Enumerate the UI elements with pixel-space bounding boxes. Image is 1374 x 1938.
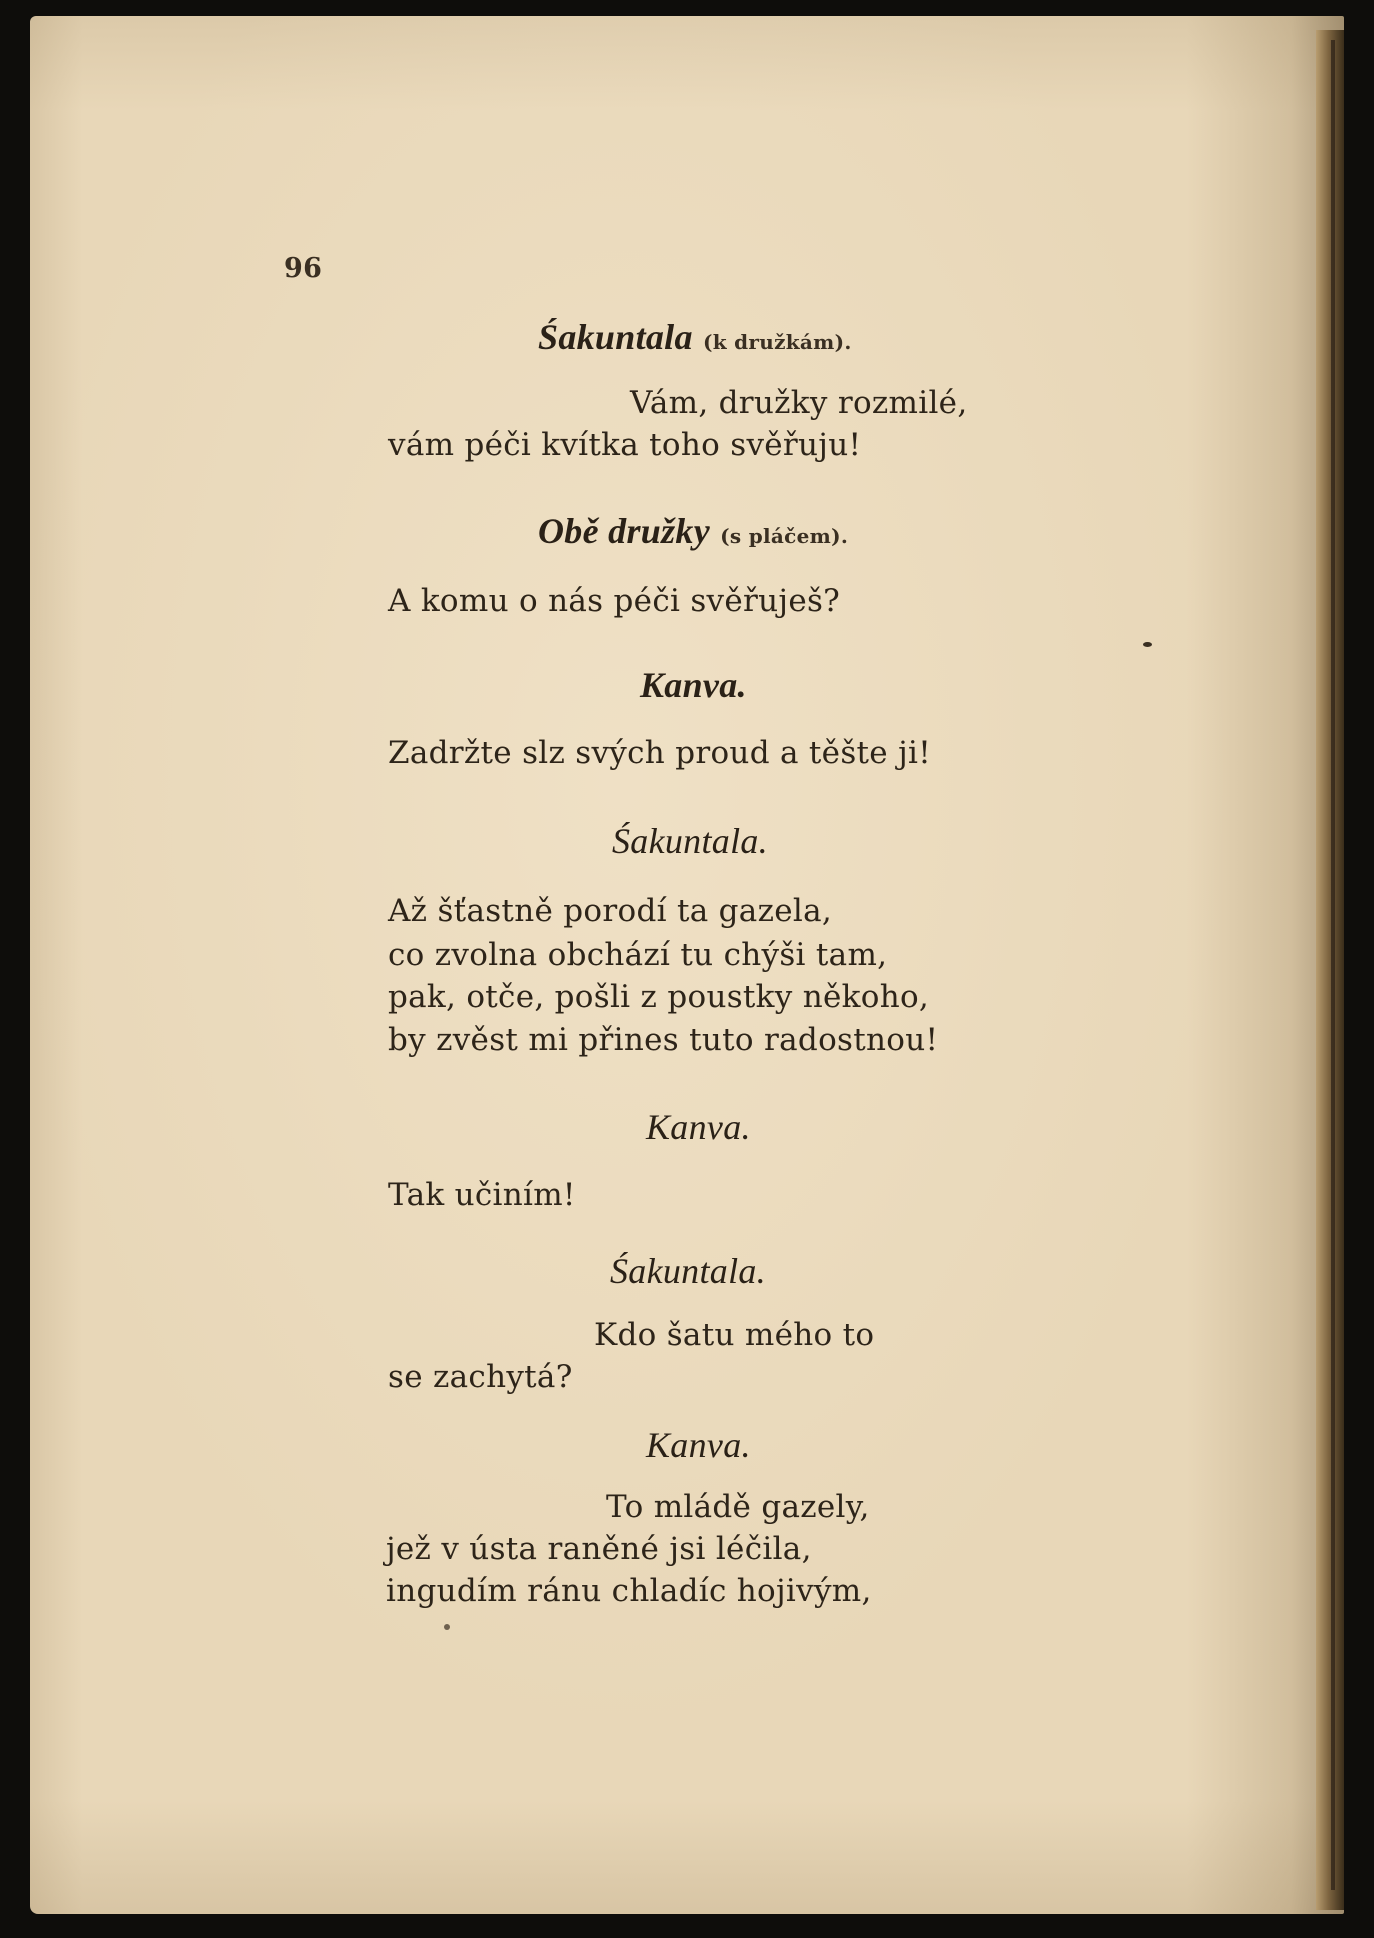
verse-line: Vám, družky rozmilé,: [630, 385, 968, 421]
verse-line: Až šťastně porodí ta gazela,: [388, 893, 833, 929]
verse-line: co zvolna obchází tu chýši tam,: [388, 937, 888, 973]
speaker-name: Śakuntala.: [610, 1251, 766, 1291]
binding-line: [1331, 40, 1335, 1890]
verse-line: Kdo šatu mého to: [594, 1317, 875, 1353]
verse-line: Tak učiním!: [388, 1177, 576, 1213]
ink-speck: [444, 1624, 450, 1630]
speaker-name: Śakuntala: [538, 317, 693, 357]
verse-line: pak, otče, pošli z poustky někoho,: [388, 979, 930, 1015]
speaker-heading: [538, 510, 848, 557]
speaker-heading: [640, 664, 747, 708]
verse-line: by zvěst mi přines tuto radostnou!: [388, 1022, 939, 1058]
speaker-name: Kanva.: [640, 665, 747, 705]
speaker-heading: [646, 1424, 751, 1468]
page-edge-shadow: [1316, 30, 1344, 1910]
verse-line: vám péči kvítka toho svěřuju!: [388, 427, 862, 463]
verse-line: ingudím ránu chladíc hojivým,: [386, 1573, 872, 1609]
ink-speck: [1143, 642, 1152, 647]
speaker-name: Śakuntala.: [612, 821, 768, 861]
verse-line: To mládě gazely,: [606, 1489, 870, 1525]
speaker-heading: [646, 1106, 751, 1150]
speaker-name: Kanva.: [646, 1107, 751, 1147]
speaker-heading: [538, 316, 852, 363]
speaker-name: Kanva.: [646, 1425, 751, 1465]
page-number: 96: [284, 253, 323, 284]
verse-line: se zachytá?: [388, 1359, 573, 1395]
speaker-heading: [612, 820, 768, 864]
verse-line: Zadržte slz svých proud a těšte ji!: [388, 735, 931, 771]
speaker-heading: [610, 1250, 766, 1294]
stage-direction: (k družkám).: [702, 330, 852, 354]
verse-line: A komu o nás péči svěřuješ?: [388, 583, 841, 619]
speaker-name: Obě družky: [538, 511, 710, 551]
verse-line: jež v ústa raněné jsi léčila,: [386, 1531, 812, 1567]
stage-direction: (s pláčem).: [720, 524, 849, 548]
